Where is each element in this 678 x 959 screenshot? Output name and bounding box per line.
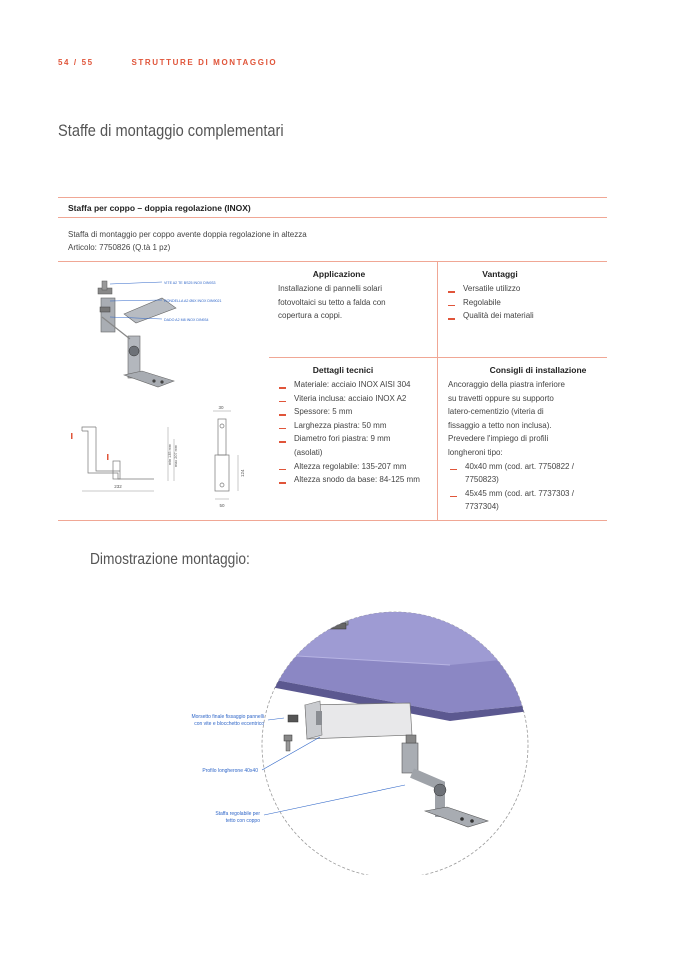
product-description xyxy=(68,228,307,254)
side-view xyxy=(82,427,174,491)
dim-30: 30 xyxy=(218,405,224,410)
front-view xyxy=(213,411,238,499)
dim-50: 50 xyxy=(219,503,225,508)
callout-bracket-line2: tetto con coppo xyxy=(225,818,260,824)
callout-clamp-line1: Morsetto finale fissaggio pannelli xyxy=(191,714,264,720)
column-divider xyxy=(437,261,438,520)
dim-max: max 207 mm xyxy=(174,445,178,467)
dim-124: 124 xyxy=(240,469,245,477)
divider xyxy=(269,357,607,358)
dettagli-list xyxy=(277,378,437,487)
list-item: 40x40 mm (cod. art. 7750822 / 7750823) xyxy=(448,460,598,487)
list-item: Diametro fori piastra: 9 mm (asolati) xyxy=(277,432,417,459)
text-line: Prevedere l'impiego di profili xyxy=(448,434,549,444)
text-line: longheroni tipo: xyxy=(448,447,503,457)
list-item: Viteria inclusa: acciaio INOX A2 xyxy=(277,392,437,406)
description-line: Staffa di montaggio per coppo avente doppia regolazione in altezza xyxy=(68,230,307,239)
product-title: Staffa per coppo – doppia regolazione (INOX) xyxy=(68,203,251,213)
dettagli-heading: Dettagli tecnici xyxy=(312,365,374,375)
consigli-list xyxy=(448,460,607,514)
vantaggi-heading: Vantaggi xyxy=(482,269,518,279)
list-item: Qualità dei materiali xyxy=(446,309,606,323)
page-numbers: 54 / 55 xyxy=(58,58,94,67)
divider xyxy=(58,520,607,521)
dim-min: min 135 mm xyxy=(168,444,172,465)
list-item: Spessore: 5 mm xyxy=(277,405,437,419)
list-item: Altezza snodo da base: 84-125 mm xyxy=(277,473,437,487)
text-line: Installazione di pannelli solari xyxy=(278,284,383,293)
running-head xyxy=(58,58,277,67)
bracket-render xyxy=(98,281,176,387)
list-item: Altezza regolabile: 135-207 mm xyxy=(277,460,437,474)
label-washer: RONDELLA A2 Ø6X INOX DIN9021 xyxy=(164,299,222,303)
text-line: fissaggio a tetto non inclusa). xyxy=(448,420,552,430)
demo-title: Dimostrazione montaggio: xyxy=(90,551,250,568)
text-line: latero-cementizio (viteria di xyxy=(448,407,544,417)
callout-profile: Profilo longherone 40x40 xyxy=(202,768,258,774)
text-line: copertura a coppi. xyxy=(278,311,343,321)
divider xyxy=(58,217,607,218)
callout-clamp-line2: con vite e blocchetto eccentrico xyxy=(194,721,264,727)
list-item: Regolabile xyxy=(446,296,606,310)
list-item: Larghezza piastra: 50 mm xyxy=(277,419,437,433)
page-title: Staffe di montaggio complementari xyxy=(58,121,284,140)
divider xyxy=(58,197,607,198)
text-line: su travetti oppure su supporto xyxy=(448,393,554,403)
callout-bracket-line1: Staffa regolabile per xyxy=(215,811,260,817)
text-line: fotovoltaici su tetto a falda con xyxy=(278,297,386,307)
applicazione-text xyxy=(278,282,428,323)
list-item: 45x45 mm (cod. art. 7737303 / 7737304) xyxy=(448,487,598,514)
consigli-text xyxy=(448,378,607,514)
text-line: Ancoraggio della piastra inferiore xyxy=(448,380,565,389)
applicazione-heading: Applicazione xyxy=(312,269,366,279)
dim-232: 232 xyxy=(114,484,122,489)
technical-drawing xyxy=(58,261,269,520)
list-item: Materiale: acciaio INOX AISI 304 xyxy=(277,378,437,392)
list-item: Versatile utilizzo xyxy=(446,282,606,296)
eccentric-block xyxy=(288,715,298,722)
assembly-illustration xyxy=(150,585,530,875)
article-number: Articolo: 7750826 (Q.tà 1 pz) xyxy=(68,243,171,252)
label-nut: DADO A2 M8 INOX DIN934 xyxy=(164,318,209,322)
vantaggi-list xyxy=(446,282,606,323)
label-screw: VITE A2 TE BS25 INOX DIN933 xyxy=(164,281,216,285)
consigli-heading: Consigli di installazione xyxy=(489,365,587,375)
section-title: STRUTTURE DI MONTAGGIO xyxy=(131,58,278,67)
